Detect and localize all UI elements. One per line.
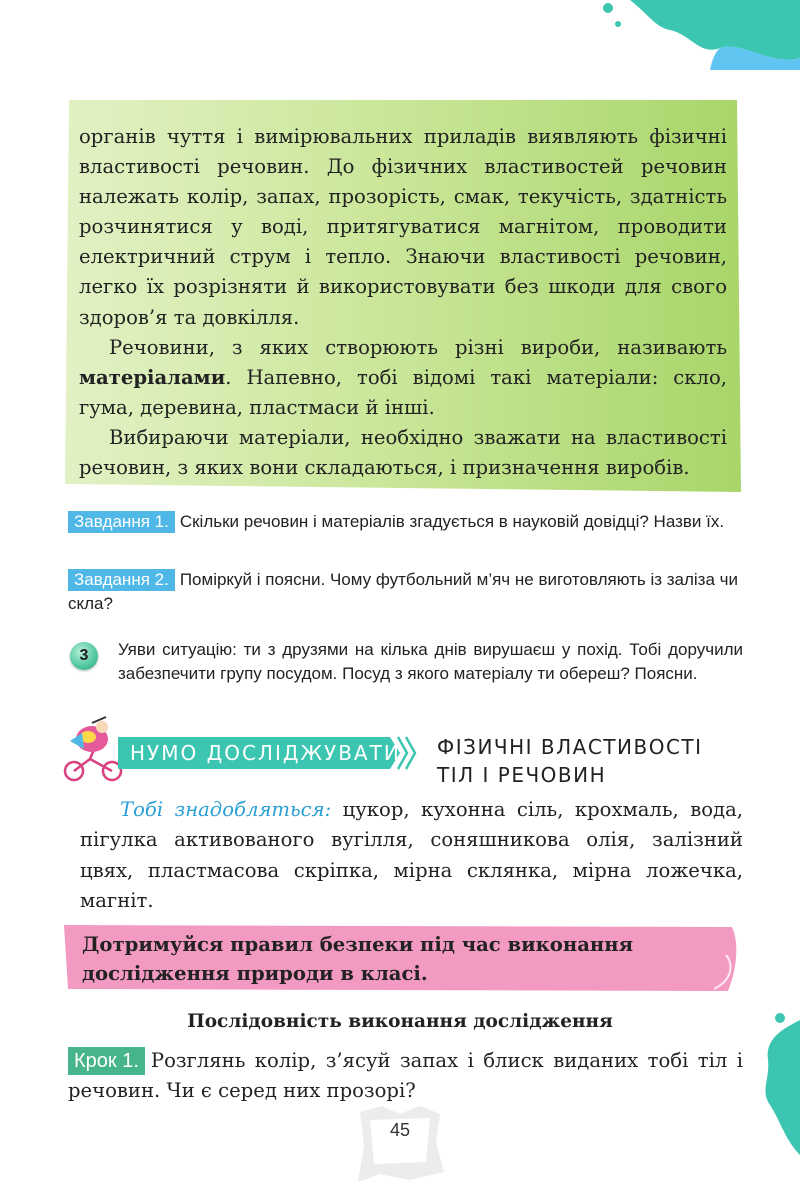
note-paragraph-3: Вибираючи матеріали, необхідно зважати на властивості речовин, з яких вони складаються, і призначення виробів.	[79, 425, 727, 480]
torn-paper-decoration	[340, 1102, 460, 1186]
term-materials: матеріалами	[79, 365, 226, 389]
explore-banner-label: НУМО ДОСЛІДЖУВАТИ	[130, 741, 401, 765]
steps-heading: Послідовність виконання дослідження	[187, 1011, 613, 1032]
note-paragraph-1: органів чуття і вимірювальних приладів виявляють фізичні властивості речовин. До фізичних властивостей речовин належать колір, запах, прозорість, смак, текучість, здатність розчинятися у воді, притягуватися магнітом, проводити електричний струм і тепло. Знаючи властивості речовин, легко їх розрізняти й використовувати без шкоди для свого здоров’я та довкілля.	[79, 125, 727, 329]
task-2-label: Завдання 2.	[68, 569, 175, 591]
task-2-text: Поміркуй і поясни. Чому футбольний м’яч не виготовляють із заліза чи скла?	[68, 570, 739, 613]
section-title-line-1: ФІЗИЧНІ ВЛАСТИВОСТІ	[437, 735, 703, 759]
note-paragraph-2: Речовини, з яких створюють різні вироби, називають матеріалами. Напевно, тобі відомі такі матеріали: скло, гума, деревина, пластмаси й інші.	[79, 335, 727, 419]
explore-banner	[118, 735, 418, 771]
cyclist-icon	[62, 715, 126, 785]
step-1-label: Крок 1.	[68, 1047, 145, 1075]
page-number: 45	[389, 1120, 411, 1140]
task-2	[68, 568, 743, 616]
task-1-text: Скільки речовин і матеріалів згадується в науковій довідці? Назви їх.	[179, 512, 725, 531]
safety-note	[64, 925, 744, 991]
safety-text: Дотримуйся правил безпеки під час виконання дослідження природи в класі.	[82, 933, 634, 985]
task-1	[68, 510, 743, 534]
question-number-badge: 3	[70, 642, 98, 670]
note-text	[79, 122, 727, 483]
materials-needed-lead: Тобі знадобляться:	[120, 798, 332, 821]
page-number-area	[340, 1102, 460, 1186]
task-1-label: Завдання 1.	[68, 511, 175, 533]
section-title	[437, 733, 747, 789]
materials-needed	[80, 795, 743, 916]
step-1	[68, 1046, 743, 1106]
decorative-splash-top	[570, 0, 800, 70]
materials-needed-list: цукор, кухонна сіль, крохмаль, вода, пігулка активованого вугілля, соняшникова олія, залізний цвях, пластмасова скріпка, мірна склянка, мірна ложечка, магніт.	[80, 798, 743, 912]
decorative-splash-right	[740, 1010, 800, 1160]
scientific-note-box	[65, 100, 741, 492]
step-1-text: Розглянь колір, з’ясуй запах і блиск виданих тобі тіл і речовин. Чи є серед них прозорі?	[68, 1049, 743, 1102]
section-title-line-2: ТІЛ І РЕЧОВИН	[437, 763, 607, 787]
question-3-text: Уяви ситуацію: ти з друзями на кілька днів вирушаєш у похід. Тобі доручили забезпечити групу посудом. Посуд з якого матеріалу ти обереш? Поясни.	[118, 640, 743, 683]
